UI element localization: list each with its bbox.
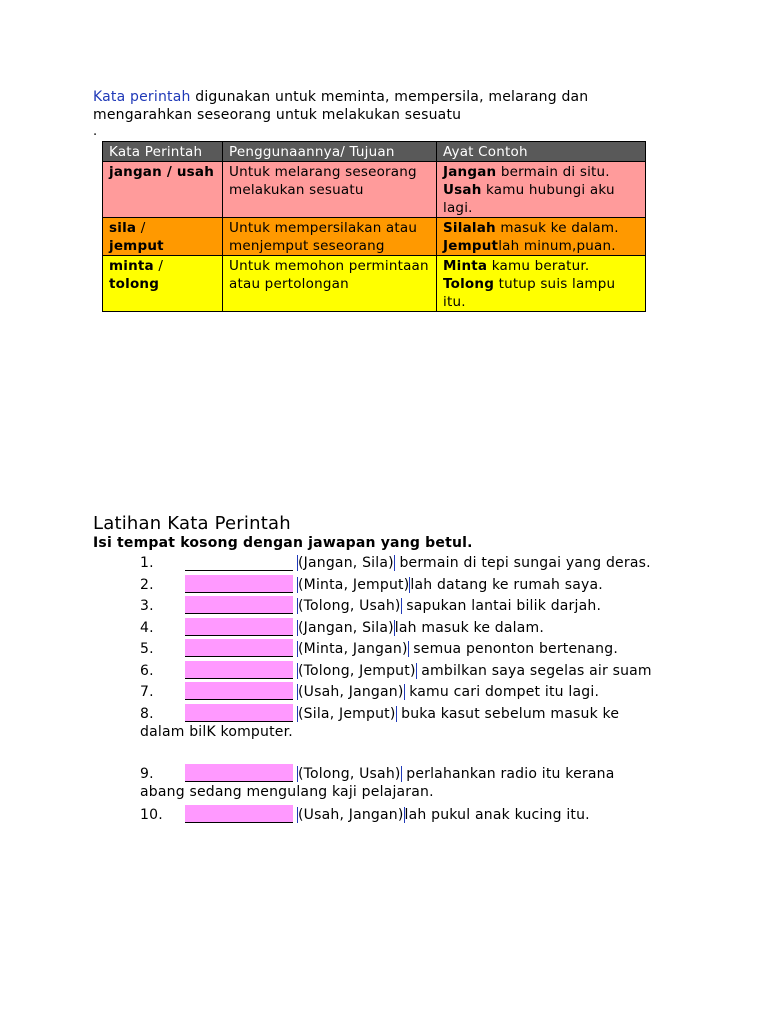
example-bold: Jemput	[443, 238, 499, 254]
answer-blank[interactable]	[185, 682, 293, 700]
exercise-instruction: Isi tempat kosong dengan jawapan yang betul.	[93, 535, 473, 551]
question-number: 10.	[140, 807, 163, 823]
answer-blank[interactable]	[185, 618, 293, 636]
example-bold: Silalah	[443, 220, 496, 236]
question-item	[140, 639, 700, 658]
answer-options: (Jangan, Sila)	[298, 620, 394, 636]
question-number: 9.	[140, 766, 154, 782]
kata-separator: /	[153, 258, 164, 274]
intro-paragraph	[93, 88, 653, 124]
answer-blank[interactable]	[185, 575, 293, 593]
answer-blank[interactable]	[185, 596, 293, 614]
header-tujuan: Penggunaannya/ Tujuan	[223, 142, 437, 162]
header-kata: Kata Perintah	[103, 142, 223, 162]
question-text: ambilkan saya segelas air suam	[416, 663, 652, 679]
answer-blank[interactable]	[185, 764, 293, 782]
table-row	[103, 218, 646, 256]
kata-jemput: jemput	[109, 238, 164, 254]
answer-options: (Usah, Jangan)	[298, 684, 404, 700]
example-text: bermain di situ.	[496, 164, 610, 180]
cell-kata	[103, 162, 223, 218]
answer-blank[interactable]	[185, 639, 293, 657]
cell-tujuan: Untuk memohon permintaan atau pertolongan	[223, 256, 437, 312]
question-item	[140, 618, 700, 637]
question-item	[140, 682, 700, 701]
question-text: perlahankan radio itu kerana	[401, 766, 615, 782]
table-header-row	[103, 142, 646, 162]
question-item	[140, 575, 700, 594]
answer-options: (Minta, Jemput)	[298, 577, 410, 593]
intro-dot: .	[93, 124, 98, 139]
kata-tolong: tolong	[109, 276, 160, 292]
answer-blank[interactable]	[185, 553, 293, 571]
example-text: lah minum,puan.	[498, 238, 616, 254]
question-text: lah pukul anak kucing itu.	[404, 807, 590, 823]
example-bold: Minta	[443, 258, 488, 274]
question-text: kamu cari dompet itu lagi.	[404, 684, 600, 700]
question-item	[140, 704, 700, 741]
exercise-title: Latihan Kata Perintah	[93, 513, 291, 534]
kata-minta: minta	[109, 258, 154, 274]
question-number: 3.	[140, 598, 154, 614]
example-text: tutup suis lampu itu.	[443, 276, 616, 310]
question-text: buka kasut sebelum masuk ke	[396, 706, 620, 722]
question-item	[140, 596, 700, 615]
answer-options: (Minta, Jangan)	[298, 641, 408, 657]
kata-separator: /	[136, 220, 146, 236]
question-number: 4.	[140, 620, 154, 636]
example-text: kamu beratur.	[487, 258, 590, 274]
example-bold: Usah	[443, 182, 482, 198]
question-text-continued: dalam bilK komputer.	[140, 724, 293, 740]
answer-options: (Usah, Jangan)	[298, 807, 404, 823]
kata-jangan-usah: jangan / usah	[109, 164, 215, 180]
example-bold: Tolong	[443, 276, 495, 292]
question-number: 8.	[140, 706, 154, 722]
cell-tujuan: Untuk mempersilakan atau menjemput seseorang	[223, 218, 437, 256]
question-number: 5.	[140, 641, 154, 657]
cell-kata	[103, 218, 223, 256]
cell-contoh	[437, 256, 646, 312]
question-number: 7.	[140, 684, 154, 700]
answer-options: (Tolong, Usah)	[298, 766, 401, 782]
answer-blank[interactable]	[185, 805, 293, 823]
question-text: lah datang ke rumah saya.	[410, 577, 603, 593]
answer-options: (Sila, Jemput)	[298, 706, 396, 722]
intro-term: Kata perintah	[93, 89, 191, 105]
question-item	[140, 764, 700, 801]
example-bold: Jangan	[443, 164, 497, 180]
question-number: 6.	[140, 663, 154, 679]
question-text: semua penonton bertenang.	[408, 641, 618, 657]
question-number: 2.	[140, 577, 154, 593]
answer-options: (Tolong, Jemput)	[298, 663, 416, 679]
header-contoh: Ayat Contoh	[437, 142, 646, 162]
question-text: sapukan lantai bilik darjah.	[401, 598, 602, 614]
example-text: masuk ke dalam.	[495, 220, 619, 236]
intro-text: digunakan untuk meminta, mempersila, melarang dan mengarahkan seseorang untuk melakukan sesuatu	[93, 89, 589, 123]
example-text: kamu hubungi aku lagi.	[443, 182, 615, 216]
kata-perintah-table	[102, 141, 646, 312]
table-row	[103, 256, 646, 312]
answer-blank[interactable]	[185, 704, 293, 722]
question-number: 1.	[140, 555, 154, 571]
answer-options: (Tolong, Usah)	[298, 598, 401, 614]
question-item	[140, 661, 700, 680]
question-text-continued: abang sedang mengulang kaji pelajaran.	[140, 784, 434, 800]
table-row	[103, 162, 646, 218]
question-item	[140, 805, 700, 824]
question-text: bermain di tepi sungai yang deras.	[394, 555, 651, 571]
cell-kata	[103, 256, 223, 312]
answer-options: (Jangan, Sila)	[298, 555, 394, 571]
kata-sila: sila	[109, 220, 137, 236]
answer-blank[interactable]	[185, 661, 293, 679]
question-text: lah masuk ke dalam.	[394, 620, 545, 636]
cell-contoh	[437, 162, 646, 218]
cell-tujuan: Untuk melarang seseorang melakukan sesuatu	[223, 162, 437, 218]
question-item	[140, 553, 700, 572]
cell-contoh	[437, 218, 646, 256]
